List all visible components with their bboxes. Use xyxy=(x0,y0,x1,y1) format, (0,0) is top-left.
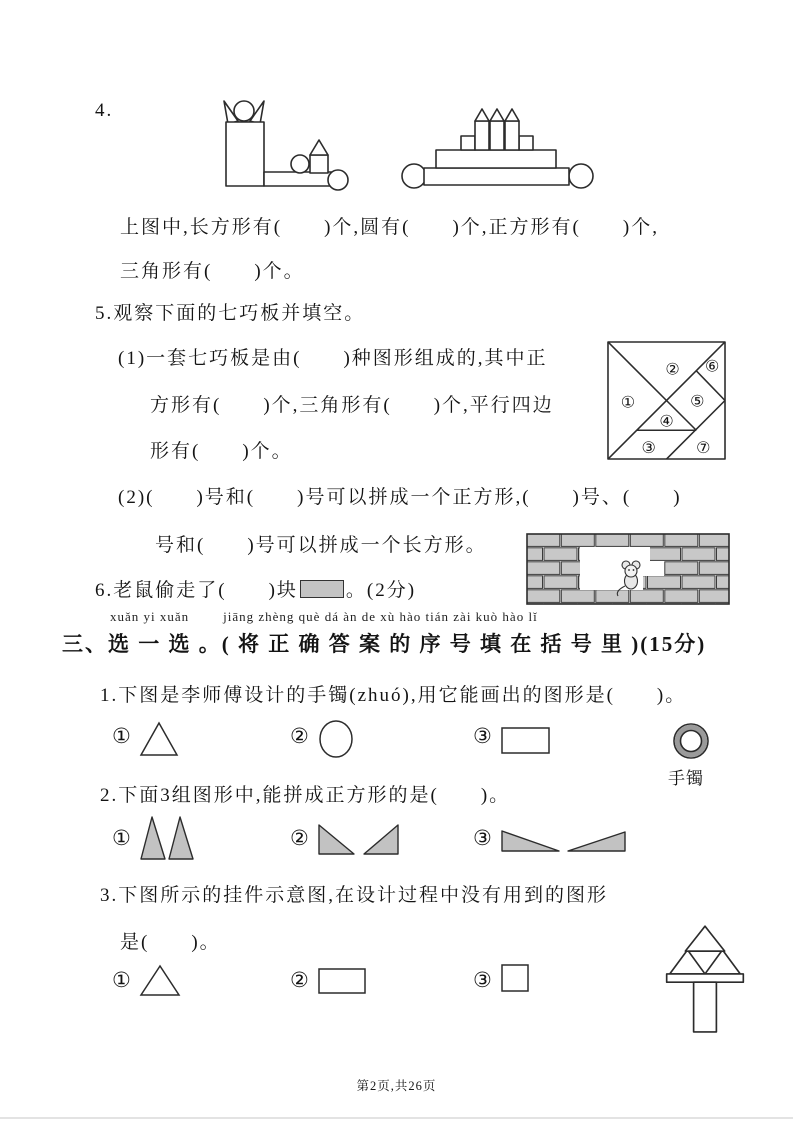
c1-option3-label: ③ xyxy=(473,724,492,748)
q4-text-line2: 三角形有( )个。 xyxy=(120,261,305,282)
section3-title: 三、选 一 选 。( 将 正 确 答 案 的 序 号 填 在 括 号 里 )(15分) xyxy=(62,632,707,656)
bracelet-icon xyxy=(663,716,719,768)
tangram-label-2: ② xyxy=(665,361,680,379)
c1-question: 1.下图是李师傅设计的手镯(zhuó),用它能画出的图形是( )。 xyxy=(100,685,687,706)
q6-suffix: 。(2分) xyxy=(345,580,417,601)
c1-circle-shape xyxy=(317,719,355,759)
section3-pinyin: xuǎn yi xuǎn jiāng zhèng què dá àn de xù hào tián zài kuò hào lǐ xyxy=(110,609,538,624)
c3-question-line2: 是( )。 xyxy=(120,932,221,953)
tangram-label-5: ⑤ xyxy=(690,393,705,411)
tangram-label-7: ⑦ xyxy=(696,440,711,458)
c3-triangle-shape xyxy=(139,964,181,998)
brick-icon xyxy=(300,580,344,598)
c1-triangle-shape xyxy=(139,721,179,757)
c2-option3-label: ③ xyxy=(473,826,492,850)
c3-option2-label: ② xyxy=(290,968,309,992)
c2-shapes-3 xyxy=(500,829,628,855)
c2-question: 2.下面3组图形中,能拼成正方形的是( )。 xyxy=(100,785,511,806)
q5-part1-line3: 形有( )个。 xyxy=(150,441,293,462)
c1-option1-label: ① xyxy=(112,724,131,748)
tangram-label-6: ⑥ xyxy=(705,358,720,376)
c3-option3-label: ③ xyxy=(473,968,492,992)
c3-square-shape xyxy=(500,963,532,995)
tangram-figure xyxy=(607,341,726,460)
bracelet-label: 手镯 xyxy=(668,769,704,788)
pendant-figure xyxy=(652,918,758,1034)
c1-rectangle-shape xyxy=(500,726,552,756)
tangram-label-4: ④ xyxy=(659,413,674,431)
c1-option2-label: ② xyxy=(290,724,309,748)
c2-option2-label: ② xyxy=(290,826,309,850)
page-footer: 第2页,共26页 xyxy=(356,1079,437,1093)
q5-part2-line1: (2)( )号和( )号可以拼成一个正方形,( )号、( ) xyxy=(118,487,682,508)
c2-shapes-2 xyxy=(317,823,401,857)
page-bottom-edge xyxy=(0,1117,793,1119)
brick-wall-figure xyxy=(526,533,730,605)
c3-option1-label: ① xyxy=(112,968,131,992)
q5-part1-line2: 方形有( )个,三角形有( )个,平行四边 xyxy=(150,395,554,416)
q5-part1-line1: (1)一套七巧板是由( )种图形组成的,其中正 xyxy=(118,348,548,369)
c3-rectangle-shape xyxy=(317,966,369,996)
tangram-label-3: ③ xyxy=(641,440,656,458)
q6-line xyxy=(95,575,416,602)
c2-shapes-1 xyxy=(139,815,201,861)
c3-question-line1: 3.下图所示的挂件示意图,在设计过程中没有用到的图形 xyxy=(100,885,609,906)
tangram-label-1: ① xyxy=(620,394,635,412)
c2-option1-label: ① xyxy=(112,826,131,850)
q4-number: 4. xyxy=(95,100,114,121)
q5-part2-line2: 号和( )号可以拼成一个长方形。 xyxy=(155,535,487,556)
blocks-figure-tower xyxy=(202,93,352,198)
q4-text-line1: 上图中,长方形有( )个,圆有( )个,正方形有( )个, xyxy=(120,217,659,238)
q5-title: 5.观察下面的七巧板并填空。 xyxy=(95,303,366,324)
blocks-figure-castle xyxy=(396,106,596,198)
q6-prefix: 6.老鼠偷走了( )块 xyxy=(95,580,298,601)
